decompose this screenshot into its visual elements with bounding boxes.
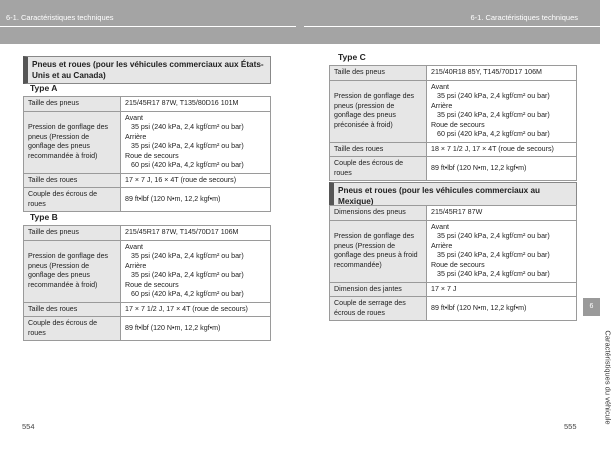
pressure-label: Pression de gonflage des pneus (Pression de gonflage des pneus à froid recommandée) xyxy=(330,220,427,282)
pressure-label: Pression de gonflage des pneus (pression de gonflage des pneus préconisée à froid) xyxy=(330,80,427,142)
header-rule-left xyxy=(0,26,296,27)
torque-label: Couple des écrous de roues xyxy=(24,188,121,212)
front-value: 35 psi (240 kPa, 2,4 kgf/cm² ou bar) xyxy=(437,232,550,240)
table-row xyxy=(330,80,577,142)
tire-dimensions-value: 215/45R17 87W xyxy=(427,206,577,221)
chapter-side-label: Caractéristiques du véhicule xyxy=(603,330,613,425)
spare-label: Roue de secours xyxy=(125,280,179,289)
front-label: Avant xyxy=(125,113,144,122)
wheel-size-label: Taille des roues xyxy=(330,142,427,157)
front-value: 35 psi (240 kPa, 2,4 kgf/cm² ou bar) xyxy=(131,123,244,131)
table-row xyxy=(330,282,577,297)
torque-label: Couple des écrous de roues xyxy=(330,157,427,181)
page-number-right: 555 xyxy=(564,422,577,431)
rim-dimensions-label: Dimension des jantes xyxy=(330,282,427,297)
front-value: 35 psi (240 kPa, 2,4 kgf/cm² ou bar) xyxy=(131,252,244,260)
table-row xyxy=(24,97,271,112)
page-number-left: 554 xyxy=(22,422,35,431)
table-row xyxy=(330,66,577,81)
rear-label: Arrière xyxy=(125,132,147,141)
table-row xyxy=(330,220,577,282)
tire-size-value: 215/45R17 87W, T145/70D17 106M xyxy=(121,226,271,241)
pressure-label: Pression de gonflage des pneus (Pression de gonflage des pneus recommandée à froid) xyxy=(24,111,121,173)
page-header-bar xyxy=(0,0,600,44)
table-row xyxy=(330,142,577,157)
mexico-table xyxy=(329,205,577,321)
rear-value: 35 psi (240 kPa, 2,4 kgf/cm² ou bar) xyxy=(131,142,244,150)
pressure-values xyxy=(427,80,577,142)
tire-size-value: 215/40R18 85Y, T145/70D17 106M xyxy=(427,66,577,81)
table-row xyxy=(24,302,271,317)
type-c-label: Type C xyxy=(338,52,366,62)
torque-value: 89 ft•lbf (120 N•m, 12,2 kgf•m) xyxy=(121,317,271,341)
table-row xyxy=(330,206,577,221)
table-row xyxy=(330,297,577,321)
rear-value: 35 psi (240 kPa, 2,4 kgf/cm² ou bar) xyxy=(437,251,550,259)
torque-label: Couple des écrous de roues xyxy=(24,317,121,341)
spare-value: 60 psi (420 kPa, 4,2 kgf/cm² ou bar) xyxy=(437,130,550,138)
front-label: Avant xyxy=(431,82,450,91)
front-label: Avant xyxy=(125,242,144,251)
left-running-header: 6-1. Caractéristiques techniques xyxy=(6,13,114,22)
rear-label: Arrière xyxy=(431,101,453,110)
type-c-table xyxy=(329,65,577,181)
type-b-table xyxy=(23,225,271,341)
spare-value: 35 psi (240 kPa, 2,4 kgf/cm² ou bar) xyxy=(437,270,550,278)
wheel-size-label: Taille des roues xyxy=(24,302,121,317)
section-heading-usa-canada: Pneus et roues (pour les véhicules commerciaux aux États-Unis et au Canada) xyxy=(23,56,271,84)
spare-label: Roue de secours xyxy=(431,260,485,269)
wheel-size-value: 17 × 7 J, 16 × 4T (roue de secours) xyxy=(121,173,271,188)
table-row xyxy=(24,188,271,212)
pressure-values xyxy=(427,220,577,282)
wheel-size-value: 18 × 7 1/2 J, 17 × 4T (roue de secours) xyxy=(427,142,577,157)
spare-value: 60 psi (420 kPa, 4,2 kgf/cm² ou bar) xyxy=(131,161,244,169)
spare-value: 60 psi (420 kPa, 4,2 kgf/cm² ou bar) xyxy=(131,290,244,298)
header-rule-right xyxy=(304,26,600,27)
rear-value: 35 psi (240 kPa, 2,4 kgf/cm² ou bar) xyxy=(437,111,550,119)
right-running-header: 6-1. Caractéristiques techniques xyxy=(470,13,578,22)
torque-label: Couple de serrage des écrous de roues xyxy=(330,297,427,321)
front-label: Avant xyxy=(431,222,450,231)
wheel-size-value: 17 × 7 1/2 J, 17 × 4T (roue de secours) xyxy=(121,302,271,317)
rear-label: Arrière xyxy=(125,261,147,270)
table-row xyxy=(24,317,271,341)
type-b-label: Type B xyxy=(30,212,58,222)
type-a-table xyxy=(23,96,271,212)
tire-size-label: Taille des pneus xyxy=(24,97,121,112)
torque-value: 89 ft•lbf (120 N•m, 12,2 kgf•m) xyxy=(427,157,577,181)
table-row xyxy=(24,240,271,302)
wheel-size-label: Taille des roues xyxy=(24,173,121,188)
tire-size-label: Taille des pneus xyxy=(24,226,121,241)
torque-value: 89 ft•lbf (120 N•m, 12,2 kgf•m) xyxy=(121,188,271,212)
tire-size-value: 215/45R17 87W, T135/80D16 101M xyxy=(121,97,271,112)
rear-label: Arrière xyxy=(431,241,453,250)
pressure-values xyxy=(121,240,271,302)
section-heading-mexico: Pneus et roues (pour les véhicules commerciaux au Mexique) xyxy=(329,182,577,210)
rim-dimensions-value: 17 × 7 J xyxy=(427,282,577,297)
table-row xyxy=(24,226,271,241)
type-a-label: Type A xyxy=(30,83,58,93)
table-row xyxy=(24,111,271,173)
spare-label: Roue de secours xyxy=(431,120,485,129)
tire-dimensions-label: Dimensions des pneus xyxy=(330,206,427,221)
tire-size-label: Taille des pneus xyxy=(330,66,427,81)
front-value: 35 psi (240 kPa, 2,4 kgf/cm² ou bar) xyxy=(437,92,550,100)
torque-value: 89 ft•lbf (120 N•m, 12,2 kgf•m) xyxy=(427,297,577,321)
table-row xyxy=(24,173,271,188)
pressure-label: Pression de gonflage des pneus (Pression de gonflage des pneus recommandée à froid) xyxy=(24,240,121,302)
rear-value: 35 psi (240 kPa, 2,4 kgf/cm² ou bar) xyxy=(131,271,244,279)
spare-label: Roue de secours xyxy=(125,151,179,160)
table-row xyxy=(330,157,577,181)
chapter-tab: 6 xyxy=(583,298,600,316)
pressure-values xyxy=(121,111,271,173)
